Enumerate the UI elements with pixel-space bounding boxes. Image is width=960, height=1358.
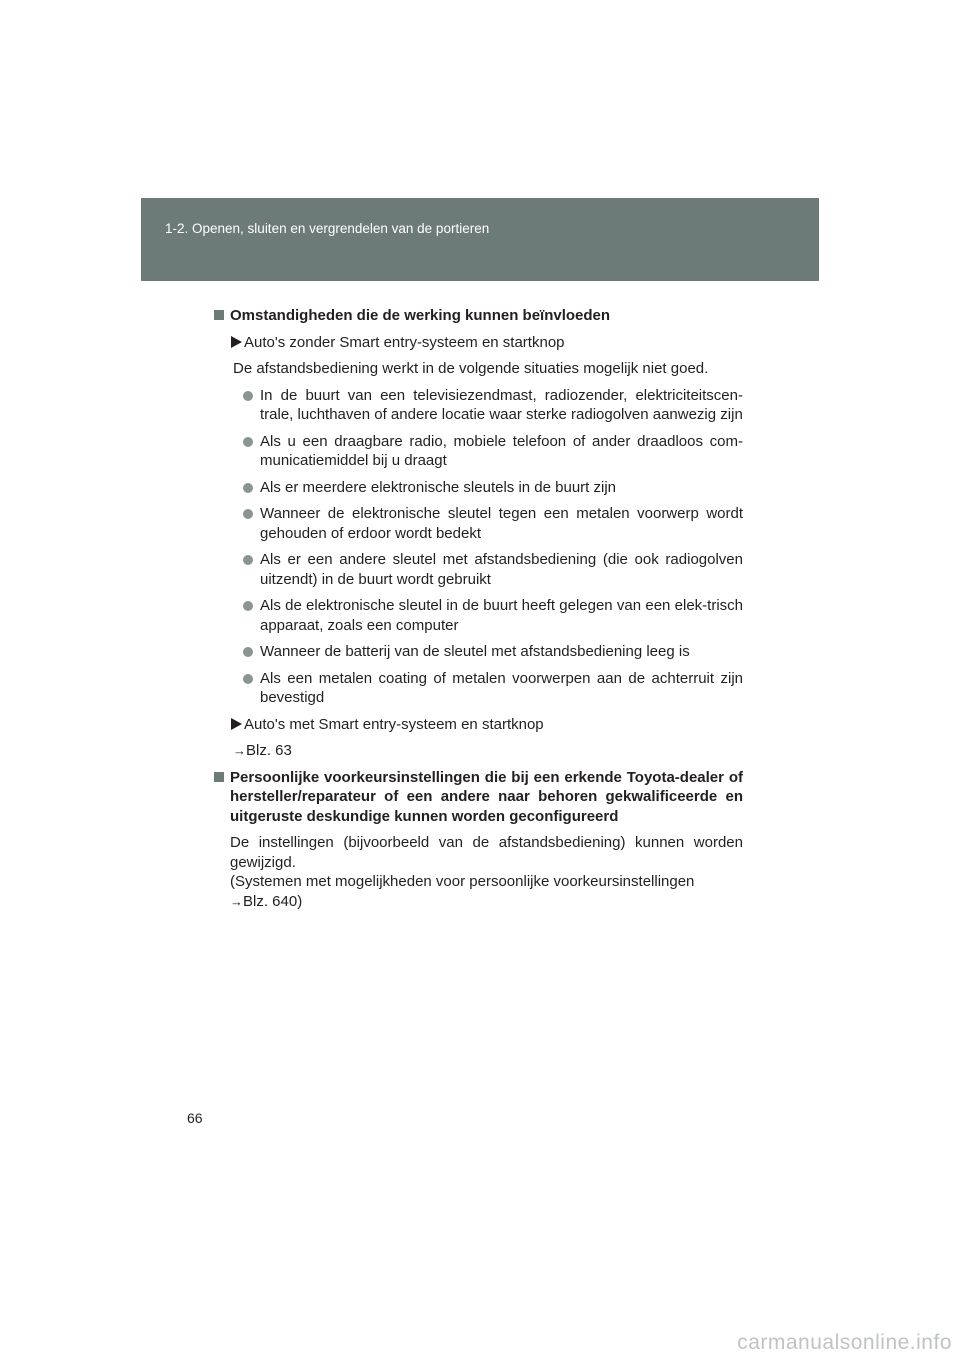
sub-heading-label: Auto's zonder Smart entry-systeem en startknop	[244, 333, 565, 351]
right-arrow-icon: →	[230, 893, 243, 909]
list-item	[242, 596, 743, 635]
page-number: 66	[187, 1110, 203, 1126]
intro-text: De afstandsbediening werkt in de volgende situaties mogelijk niet goed.	[233, 360, 709, 377]
circle-bullet-icon	[243, 601, 253, 611]
circle-bullet-icon	[243, 437, 253, 447]
circle-bullet-icon	[243, 647, 253, 657]
situation-list	[213, 386, 743, 708]
list-item-text: Als een metalen coating of metalen voorwerpen aan de achterruit zijn bevestigd	[260, 669, 743, 706]
paragraph: De instellingen (bijvoorbeeld van de afstandsbediening) kunnen worden gewijzigd.	[230, 834, 743, 871]
list-item-text: In de buurt van een televisiezendmast, radiozender, elektriciteitscen-trale, luchthaven of andere locatie waar sterke radiogolven aanwezig zijn	[260, 386, 743, 423]
page-reference[interactable]	[233, 741, 743, 761]
list-item-text: Wanneer de elektronische sleutel tegen een metalen voorwerp wordt gehouden of erdoor wordt bedekt	[260, 505, 743, 542]
paragraph-text: (Systemen met mogelijkheden voor persoonlijke voorkeursinstellingen	[230, 873, 695, 890]
right-arrow-icon: →	[233, 743, 246, 758]
list-item-text: Wanneer de batterij van de sleutel met afstandsbediening leeg is	[260, 643, 690, 660]
list-item-text: Als er meerdere elektronische sleutels in de buurt zijn	[260, 478, 617, 496]
square-bullet-icon	[214, 772, 224, 782]
paragraph-reference	[230, 872, 743, 911]
list-item-text: Als de elektronische sleutel in de buurt heeft gelegen van een elek-trisch apparaat, zoals een computer	[260, 597, 743, 634]
section-heading-persoonlijke-instellingen	[213, 768, 743, 827]
circle-bullet-icon	[243, 391, 253, 401]
list-item	[242, 642, 743, 662]
sub-heading-without-smart	[231, 333, 743, 353]
chapter-header-bar	[141, 198, 819, 281]
watermark: carmanualsonline.info	[737, 1331, 952, 1354]
section-title: Omstandigheden die de werking kunnen beïnvloeden	[230, 307, 611, 324]
list-item	[242, 669, 743, 708]
list-item	[242, 478, 743, 498]
list-item	[242, 550, 743, 589]
circle-bullet-icon	[243, 509, 253, 519]
circle-bullet-icon	[243, 483, 253, 493]
list-item-text: Als u een draagbare radio, mobiele telefoon of ander draadloos com-municatiemiddel bij u draagt	[260, 432, 743, 469]
page-reference-text: Blz. 63	[246, 742, 292, 759]
list-item-text: Als er een andere sleutel met afstandsbediening (die ook radiogolven uitzendt) in de buurt wordt gebruikt	[260, 551, 743, 588]
page-reference-text[interactable]: Blz. 640)	[243, 892, 303, 910]
triangle-arrow-icon	[231, 336, 242, 348]
list-item	[242, 432, 743, 471]
triangle-arrow-icon	[231, 718, 242, 730]
sub-heading-label: Auto's met Smart entry-systeem en startknop	[244, 715, 544, 733]
section-title: Persoonlijke voorkeursinstellingen die bij een erkende Toyota-dealer of hersteller/reparateur of een andere naar behoren gekwalificeerde en uitgeruste deskundige kunnen worden geconfigureerd	[230, 768, 743, 825]
section-heading-omstandigheden	[213, 306, 743, 326]
list-item	[242, 386, 743, 425]
page-content	[213, 306, 743, 911]
square-bullet-icon	[214, 310, 224, 320]
circle-bullet-icon	[243, 555, 253, 565]
breadcrumb: 1-2. Openen, sluiten en vergrendelen van de portieren	[165, 221, 490, 236]
sub-heading-with-smart	[231, 715, 743, 735]
list-item	[242, 504, 743, 543]
circle-bullet-icon	[243, 674, 253, 684]
